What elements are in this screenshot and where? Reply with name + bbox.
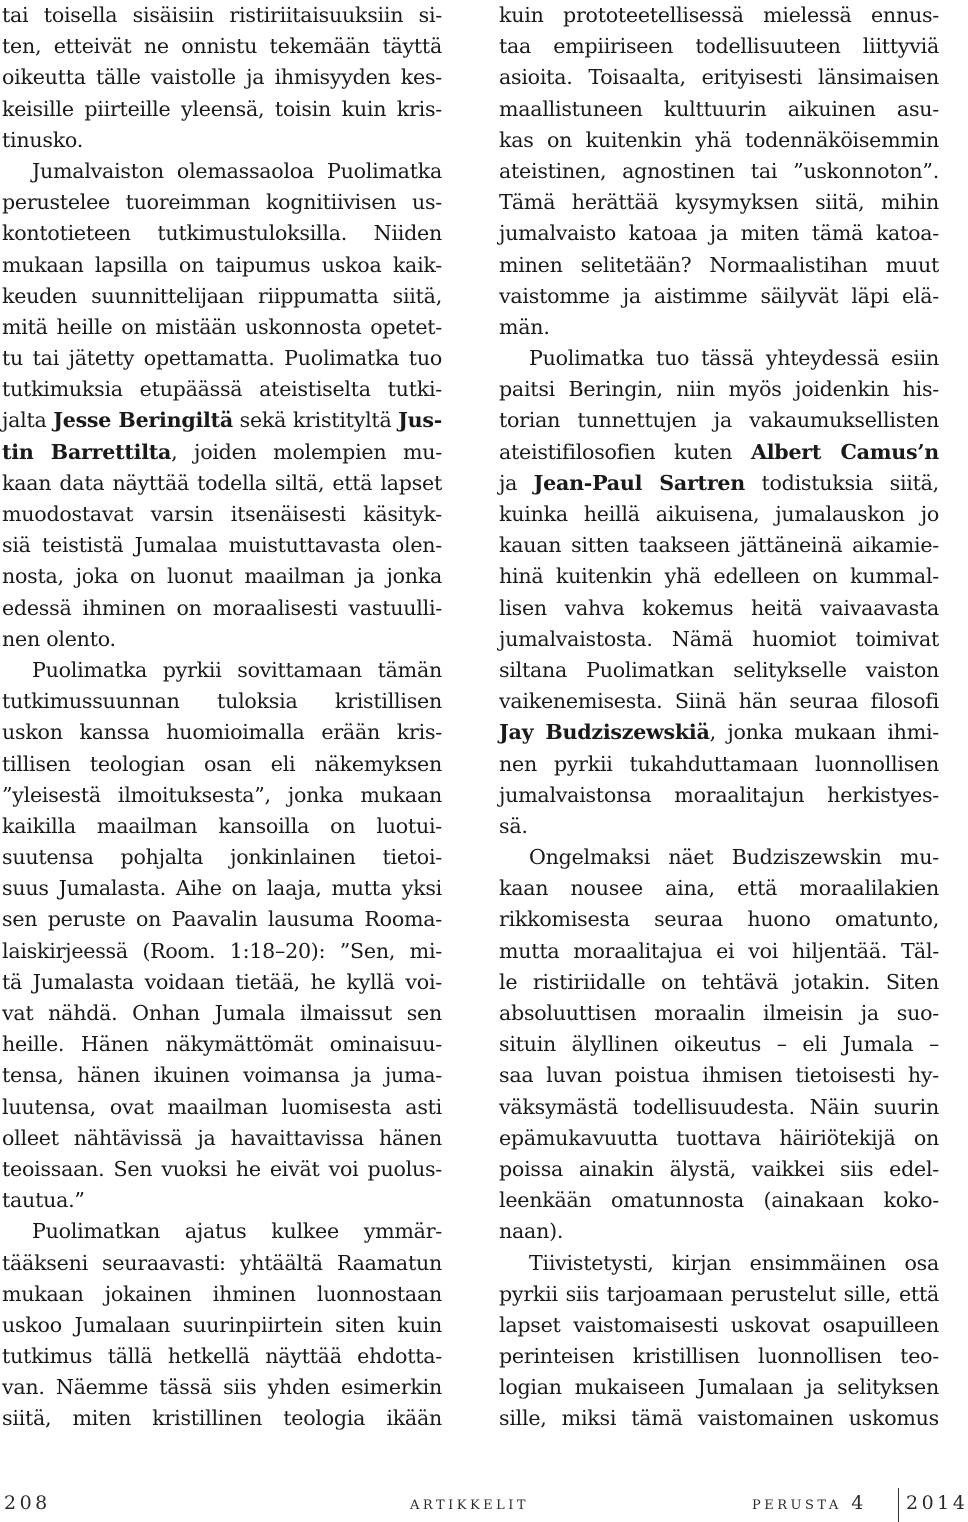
- text-line: mitä heille on mistään uskonnosta opetet-: [2, 314, 442, 339]
- page-number: 208: [4, 1492, 51, 1514]
- text-line: epämukavuutta tuottava häiriötekijä on: [499, 1125, 939, 1150]
- text-line: keuden suunnittelijaan riippumatta siitä,: [2, 283, 442, 308]
- text-line: tu tai jätetty opettamatta. Puolimatka tuo: [2, 346, 442, 371]
- text-line: le ristiriidalle on tehtävä jotakin. Siten: [499, 969, 939, 994]
- text-segment: jalta: [2, 408, 54, 433]
- text-line: saa luvan poistua ihmisen tietoisesti hy-: [499, 1063, 939, 1088]
- text-line: teoissaan. Sen vuoksi he eivät voi puolus-: [2, 1156, 442, 1181]
- text-line: torian tunnettujen ja vakaumuksellisten: [499, 408, 939, 433]
- text-line: logian mukaiseen Jumalaan ja selityksen: [499, 1375, 939, 1400]
- text-line: vaikenemisesta. Siinä hän seuraa filosofi: [499, 689, 939, 714]
- text-line: jumalvaistosta. Nämä huomiot toimivat: [499, 626, 939, 651]
- text-line: Puolimatkan ajatus kulkee ymmär-: [32, 1219, 442, 1244]
- text-line: tautua.”: [2, 1188, 85, 1213]
- text-segment: ateistifilosofien kuten: [499, 439, 751, 464]
- text-line: kaikilla maailman kansoilla on luotui-: [2, 813, 442, 838]
- text-line: Tämä herättää kysymyksen siitä, mihin: [499, 190, 939, 215]
- text-segment: , joiden molempien mu-: [171, 439, 442, 464]
- text-line: tillisen teologian osan eli näkemyksen: [2, 751, 442, 776]
- person-name-bold: tin Barrettilta: [2, 439, 172, 464]
- text-line: tutkimuksia etupäässä ateistiselta tutki-: [2, 377, 442, 402]
- text-line: vat nähdä. Onhan Jumala ilmaissut sen: [2, 1001, 442, 1025]
- text-line: perustelee tuoreimman kognitiivisen us-: [2, 190, 442, 215]
- text-line: nen olento.: [2, 626, 116, 651]
- text-line: ”yleisestä ilmoituksesta”, jonka mukaan: [2, 782, 442, 807]
- text-segment: sekä kristityltä: [232, 408, 399, 433]
- text-line: kauan sitten taakseen jättäneinä aikamie-: [499, 533, 939, 558]
- text-line: rikkomisesta seuraa huono omatunto,: [499, 907, 939, 932]
- journal-issue: perusta 4: [752, 1492, 867, 1514]
- right-text-column: [499, 0, 939, 1435]
- text-line: sä.: [499, 813, 528, 838]
- text-line: [499, 468, 939, 499]
- text-line: hinä kuitenkin yhä edelleen on kummal-: [499, 564, 939, 589]
- text-line: edessä ihminen on moraalisesti vastuulli-: [2, 595, 442, 620]
- text-line: muodostavat varsin itsenäisesti käsityk-: [2, 502, 442, 526]
- text-line: naan).: [499, 1219, 564, 1244]
- text-line: taa empiiriseen todellisuuteen liittyviä: [499, 34, 939, 59]
- text-line: kaan nousee aina, että moraalilakien: [499, 876, 939, 901]
- text-line: asioita. Toisaalta, erityisesti länsimaisen: [499, 65, 939, 90]
- text-line: pyrkii siis tarjoamaan perustelut sille, että: [499, 1281, 939, 1306]
- page-footer: [0, 1492, 968, 1518]
- text-line: mukaan lapsilla on taipumus uskoa kaik-: [2, 252, 442, 277]
- text-line: Ongelmaksi näet Budziszewskin mu-: [529, 845, 939, 870]
- text-line: nosta, joka on luonut maailman ja jonka: [2, 564, 442, 589]
- text-line: suus Jumalasta. Aihe on laaja, mutta yksi: [2, 876, 442, 901]
- text-line: kas on kuitenkin yhä todennäköisemmin: [499, 127, 939, 152]
- text-line: [499, 437, 939, 468]
- text-line: tensa, hänen ikuinen voimansa ja juma-: [2, 1063, 442, 1088]
- text-line: Jumalvaiston olemassaoloa Puolimatka: [32, 158, 442, 183]
- text-line: situin älyllinen oikeutus – eli Jumala –: [499, 1032, 939, 1057]
- text-line: tä Jumalasta voidaan tietää, he kyllä voi-: [2, 969, 442, 994]
- text-line: maallistuneen kulttuurin aikuinen asu-: [499, 96, 939, 121]
- text-line: Puolimatka tuo tässä yhteydessä esiin: [529, 346, 939, 371]
- text-line: tutkimussuunnan tuloksia kristillisen: [2, 689, 442, 714]
- text-line: van. Näemme tässä siis yhden esimerkin: [2, 1375, 442, 1400]
- text-line: poissa ainakin älystä, vaikkei siis edel-: [499, 1156, 939, 1181]
- text-line: oikeutta tälle vaistolle ja ihmisyyden kes-: [2, 65, 442, 90]
- section-name: artikkelit: [410, 1492, 530, 1514]
- text-line: siltana Puolimatkan selitykselle vaiston: [499, 657, 939, 682]
- person-name-bold: Jus-: [398, 408, 443, 433]
- text-line: ten, etteivät ne onnistu tekemään täyttä: [2, 34, 442, 59]
- text-line: kaan data näyttää todella siltä, että lapset: [2, 470, 442, 495]
- text-line: [499, 717, 939, 748]
- text-line: sille, miksi tämä vaistomainen uskomus: [499, 1406, 939, 1431]
- text-line: tai toisella sisäisiin ristiriitaisuuksiin si-: [2, 3, 442, 27]
- text-line: keisille piirteille yleensä, toisin kuin kris-: [2, 96, 442, 121]
- text-line: [2, 437, 442, 468]
- text-line: minen selitetään? Normaalistihan muut: [499, 252, 939, 277]
- text-line: tinusko.: [2, 127, 84, 152]
- text-line: lapset vaistomaisesti uskovat osapuilleen: [499, 1312, 939, 1337]
- text-line: paitsi Beringin, niin myös joidenkin his-: [499, 377, 939, 402]
- text-line: [2, 405, 442, 436]
- text-line: kontotieteen tutkimustuloksilla. Niiden: [2, 221, 442, 246]
- text-line: uskoo Jumalaan suurinpiirtein siten kuin: [2, 1312, 442, 1337]
- left-text-column: [2, 0, 442, 1435]
- text-line: vaistomme ja aistimme säilyvät läpi elä-: [499, 283, 939, 308]
- text-line: mutta moraalitajua ei voi hiljentää. Täl-: [499, 938, 939, 963]
- footer-divider: [898, 1488, 899, 1522]
- text-line: jumalvaistonsa moraalitajun herkistyes-: [499, 782, 939, 807]
- text-line: siitä, miten kristillinen teologia ikään: [2, 1406, 442, 1431]
- publication-year: 2014: [906, 1492, 968, 1514]
- text-line: perinteisen kristillisen luonnollisen teo-: [499, 1344, 939, 1369]
- text-line: suutensa pohjalta jonkinlainen tietoi-: [2, 845, 442, 870]
- text-line: heille. Hänen näkymättömät ominaisuu-: [2, 1032, 442, 1057]
- text-line: mukaan jokainen ihminen luonnostaan: [2, 1281, 442, 1306]
- text-line: kuinka heillä aikuisena, jumalauskon jo: [499, 502, 939, 526]
- text-line: sen peruste on Paavalin lausuma Rooma-: [2, 907, 442, 932]
- person-name-bold: Jean-Paul Sartren: [533, 470, 745, 495]
- text-segment: , jonka mukaan ihmi-: [709, 720, 940, 745]
- text-line: jumalvaisto katoaa ja miten tämä katoa-: [499, 221, 939, 246]
- text-line: väksymästä todellisuudesta. Näin suurin: [499, 1094, 939, 1119]
- text-line: män.: [499, 314, 550, 339]
- text-line: tutkimus tällä hetkellä näyttää ehdotta-: [2, 1344, 442, 1369]
- text-line: olleet nähtävissä ja havaittavissa hänen: [2, 1125, 442, 1150]
- text-line: tääkseni seuraavasti: yhtäältä Raamatun: [2, 1250, 442, 1275]
- text-line: Tiivistetysti, kirjan ensimmäinen osa: [529, 1250, 939, 1275]
- text-line: nen pyrkii tukahduttamaan luonnollisen: [499, 751, 939, 776]
- person-name-bold: Jesse Beringiltä: [53, 408, 233, 433]
- person-name-bold: Jay Budziszewskiä: [499, 720, 710, 745]
- text-line: ateistinen, agnostinen tai ”uskonnoton”.: [499, 158, 939, 183]
- text-segment: todistuksia siitä,: [745, 470, 939, 495]
- text-line: Puolimatka pyrkii sovittamaan tämän: [32, 657, 442, 682]
- text-line: luutensa, ovat maailman luomisesta asti: [2, 1094, 442, 1119]
- text-line: kuin prototeetellisessä mielessä ennus-: [499, 3, 939, 27]
- text-line: leenkään omatunnosta (ainakaan koko-: [499, 1188, 939, 1213]
- text-segment: ja: [499, 470, 534, 495]
- text-line: uskon kanssa huomioimalla erään kris-: [2, 720, 442, 745]
- text-line: siä teististä Jumalaa muistuttavasta olen-: [2, 533, 442, 558]
- person-name-bold: Albert Camus’n: [751, 439, 939, 464]
- text-line: absoluuttisen moraalin ilmeisin ja suo-: [499, 1001, 939, 1025]
- text-line: laiskirjeessä (Room. 1:18–20): ”Sen, mi-: [2, 938, 442, 963]
- text-line: lisen vahva kokemus heitä vaivaavasta: [499, 595, 939, 620]
